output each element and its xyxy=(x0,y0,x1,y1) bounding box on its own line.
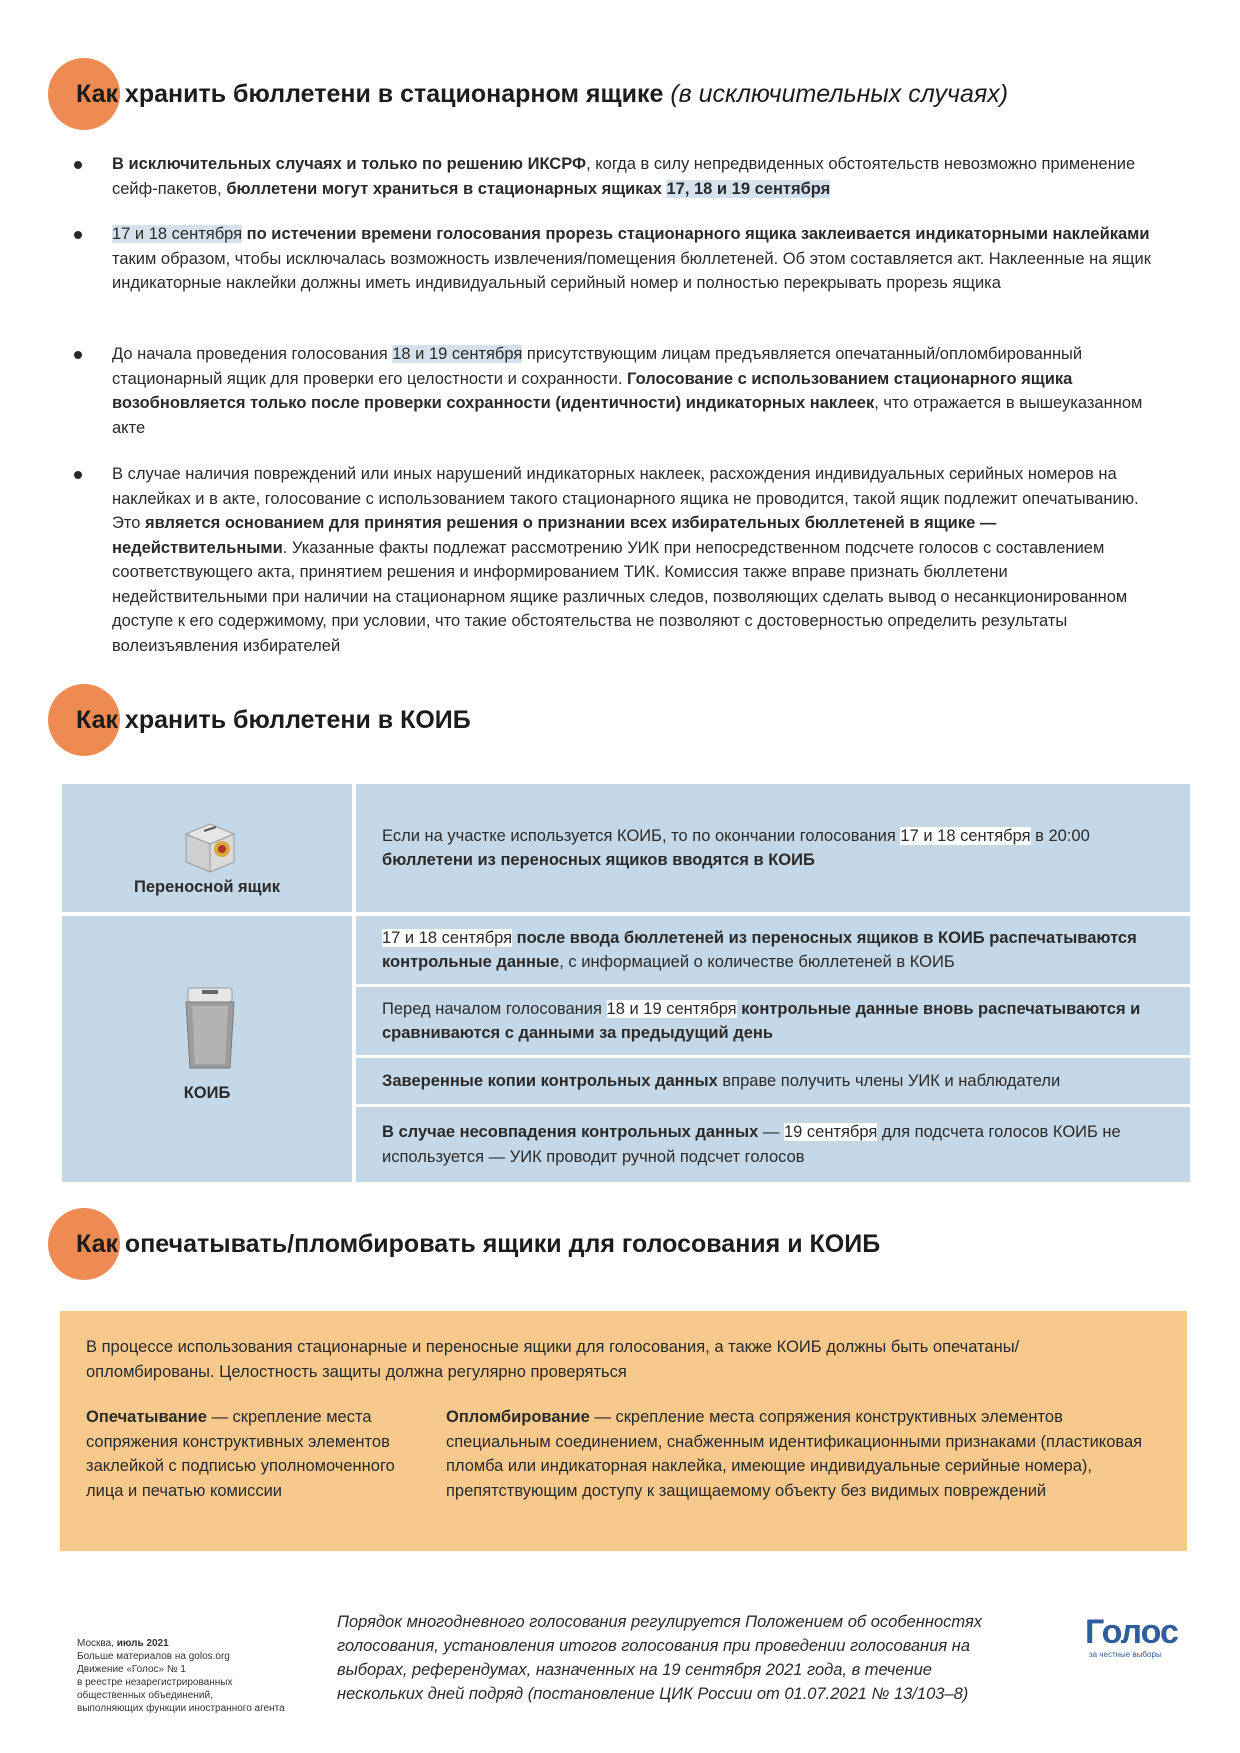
koib-row: Если на участке используется КОИБ, то по окончании голосования 17 и 18 сентября в 20:00 бюллетени из переносных ящиков вводятся в КОИБ xyxy=(356,784,1190,912)
bullet-dot xyxy=(74,161,82,169)
koib-scanner-icon xyxy=(178,984,242,1070)
koib-row: Перед началом голосования 18 и 19 сентября контрольные данные вновь распечатываются и сравниваются с данными за предыдущий день xyxy=(356,987,1190,1055)
bullet-dot xyxy=(74,351,82,359)
sealing-panel xyxy=(60,1311,1187,1551)
koib-label: КОИБ xyxy=(183,1084,231,1102)
section-title: Как хранить бюллетени в стационарном ящике (в исключительных случаях) xyxy=(76,80,1009,108)
section-title: Как опечатывать/пломбировать ящики для голосования и КОИБ xyxy=(76,1230,881,1258)
golos-logo: Голос за честные выборы xyxy=(1085,1613,1178,1659)
footer-info: Москва, июль 2021 Больше материалов на golos.org Движение «Голос» № 1 в реестре незарегистрированных общественных объединений, выполняющих функции иностранного агента xyxy=(77,1638,285,1714)
portable-box-label: Переносной ящик xyxy=(133,878,281,896)
legal-note: Порядок многодневного голосования регулируется Положением об особенностях голосования, установления итогов голосования при проведении голосования на выборах, референдумах, назначенных на 19 сентября 2021 года, в течение нескольких дней подряд (постановление ЦИК России от 01.07.2021 № 13/103–8) xyxy=(337,1613,983,1703)
koib-row: В случае несовпадения контрольных данных — 19 сентября для подсчета голосов КОИБ не используется — УИК проводит ручной подсчет голосов xyxy=(356,1107,1190,1182)
sealing-intro: В процессе использования стационарные и переносные ящики для голосования, а также КОИБ должны быть опечатаны/опломбированы. Целостность защиты должна регулярно проверяться xyxy=(86,1338,1020,1381)
koib-table xyxy=(62,784,1190,1182)
portable-ballot-box-icon xyxy=(180,816,240,874)
bullet-dot xyxy=(74,471,82,479)
section-title: Как хранить бюллетени в КОИБ xyxy=(76,706,471,734)
koib-row: Заверенные копии контрольных данных вправе получить члены УИК и наблюдатели xyxy=(356,1058,1190,1104)
koib-row: 17 и 18 сентября после ввода бюллетеней из переносных ящиков в КОИБ распечатываются контрольные данные, с информацией о количестве бюллетеней в КОИБ xyxy=(356,916,1190,984)
definition-sealing: Опечатывание — скрепление места сопряжения конструктивных элементов заклейкой с подписью уполномоченного лица и печатью комиссии xyxy=(86,1408,395,1500)
definition-plombing: Опломбирование — скрепление места сопряжения конструктивных элементов специальным соединением, снабженным идентификационными признаками (пластиковая пломба или индикаторная наклейка, имеющие индивидуальные серийные номера), препятствующим доступу к защищаемому объекту без видимых повреждений xyxy=(446,1408,1143,1500)
bullet-dot xyxy=(74,231,82,239)
